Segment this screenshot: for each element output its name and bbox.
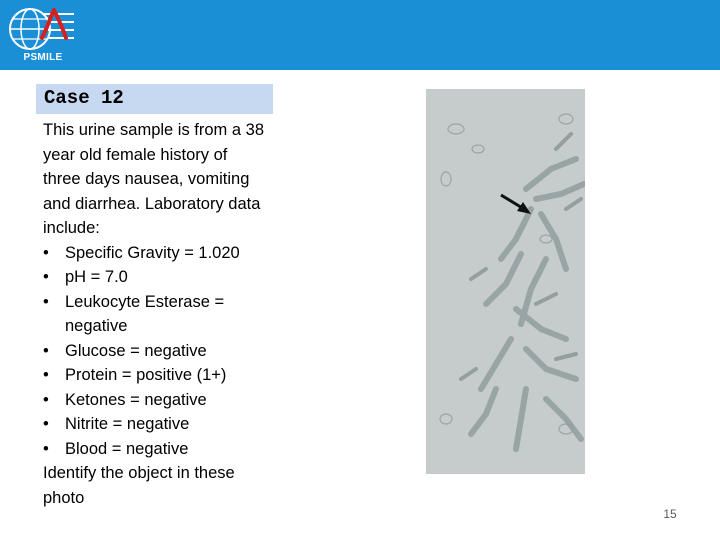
list-item	[43, 290, 268, 339]
bullet-icon: •	[43, 243, 49, 262]
bullet-icon: •	[43, 366, 49, 384]
list-item	[43, 388, 268, 413]
page-number: 15	[663, 507, 677, 521]
finding-text: Specific Gravity = 1.020	[65, 243, 240, 262]
header-bar	[0, 0, 720, 70]
bullet-icon: •	[43, 390, 49, 409]
psmile-logo	[4, 4, 82, 66]
list-item	[43, 339, 268, 364]
finding-text: Protein = positive (1+)	[65, 366, 227, 384]
bullet-icon: •	[43, 439, 49, 458]
finding-text: Leukocyte Esterase = negative	[65, 292, 225, 335]
finding-text: Ketones = negative	[65, 390, 207, 409]
microscopy-photo	[426, 89, 585, 474]
finding-text: Nitrite = negative	[65, 415, 190, 433]
bullet-icon: •	[43, 415, 49, 433]
logo-text: PSMILE	[23, 52, 63, 63]
list-item	[43, 265, 268, 290]
finding-text: Blood = negative	[65, 439, 189, 458]
finding-text: pH = 7.0	[65, 268, 128, 286]
case-intro: This urine sample is from a 38 year old female history of three days nausea, vomiting and diarrhea. Laboratory data include:	[43, 121, 265, 237]
finding-text: Glucose = negative	[65, 341, 207, 360]
bullet-icon: •	[43, 268, 49, 286]
case-question: Identify the object in these photo	[43, 464, 235, 507]
list-item	[43, 363, 268, 388]
list-item	[43, 412, 268, 437]
globe-icon	[4, 4, 82, 54]
bullet-icon: •	[43, 341, 49, 360]
list-item	[43, 437, 268, 462]
case-description	[43, 118, 268, 510]
bullet-icon: •	[43, 292, 49, 311]
list-item	[43, 241, 268, 266]
case-title: Case 12	[36, 84, 273, 114]
lab-findings-list	[43, 241, 268, 462]
urine-microscopy-image	[426, 89, 585, 474]
